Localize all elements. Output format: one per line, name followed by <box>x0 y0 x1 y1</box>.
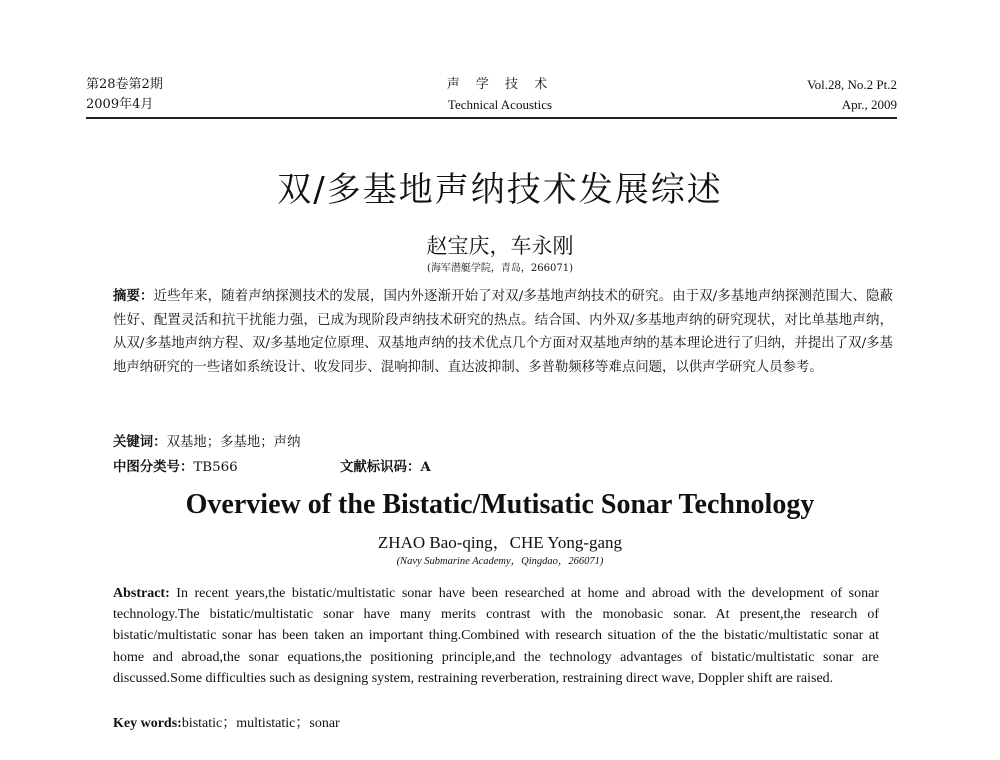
journal-name-cn: 声 学 技 术 <box>446 77 554 92</box>
header-rule <box>86 117 897 119</box>
document-code <box>340 457 431 478</box>
affiliation-cn: (海军潜艇学院，青岛，266071) <box>427 263 573 274</box>
keywords-cn <box>113 432 300 453</box>
abstract-en-label: Abstract: <box>113 586 170 601</box>
header-issue: 第28卷第2期 <box>86 77 163 92</box>
keywords-en-text: bistatic；multistatic；sonar <box>181 716 340 731</box>
keywords-cn-text: 双基地；多基地；声纳 <box>166 435 301 450</box>
paper-title-en: Overview of the Bistatic/Mutisatic Sonar Technology <box>185 489 815 520</box>
header-date: 2009年4月 <box>86 97 154 112</box>
classification-number <box>113 457 238 478</box>
header-volume: Vol.28, No.2 Pt.2 <box>806 77 897 92</box>
header-month: Apr., 2009 <box>841 97 897 112</box>
document-code-label: 文献标识码： <box>340 459 421 475</box>
abstract-en <box>113 583 879 689</box>
classification-value: TB566 <box>193 460 238 475</box>
document-code-value: A <box>420 459 431 475</box>
affiliation-en: (Navy Submarine Academy，Qingdao，266071) <box>396 556 604 567</box>
abstract-cn-label: 摘要： <box>113 288 154 304</box>
authors-cn: 赵宝庆，车永刚 <box>426 234 574 258</box>
abstract-en-text: In recent years,the bistatic/multistatic sonar have been researched at home and abroad with the development of sonar technology.The bistatic/multistatic sonar have many merits contrast with the monobasic sonar. At present,the research of bistatic/multistatic sonar has been taken an important thing.Combined with research situation of the the bistatic/multistatic sonar at home and abroad,the sonar equations,the positioning principle,and the technology advantages of bistatic/multistatic sonar are discussed.Some difficulties such as designing system, restraining reverberation, restraining direct wave, Doppler shift are raised. <box>113 586 879 686</box>
journal-name-en: Technical Acoustics <box>447 97 553 112</box>
keywords-cn-label: 关键词： <box>113 434 167 450</box>
authors-en: ZHAO Bao-qing，CHE Yong-gang <box>377 533 623 552</box>
paper-title-cn: 双/多基地声纳技术发展综述 <box>277 170 723 210</box>
keywords-en <box>113 713 340 734</box>
abstract-cn-text: 近些年来，随着声纳探测技术的发展，国内外逐渐开始了对双/多基地声纳技术的研究。由于双/多基地声纳探测范围大、隐蔽性好、配置灵活和抗干扰能力强，已成为现阶段声纳技术研究的热点。结合国、内外双/多基地声纳的研究现状，对比单基地声纳，从双/多基地声纳方程、双/多基地定位原理、双基地声纳的技术优点几个方面对双基地声纳的基本理论进行了归纳，并提出了双/多基地声纳研究的一些诸如系统设计、收发同步、混响抑制、直达波抑制、多普勒频移等难点问题，以供声学研究人员参考。 <box>113 289 893 375</box>
classification-label: 中图分类号： <box>113 459 194 475</box>
keywords-en-label: Key words: <box>113 716 182 731</box>
abstract-cn <box>113 285 893 379</box>
